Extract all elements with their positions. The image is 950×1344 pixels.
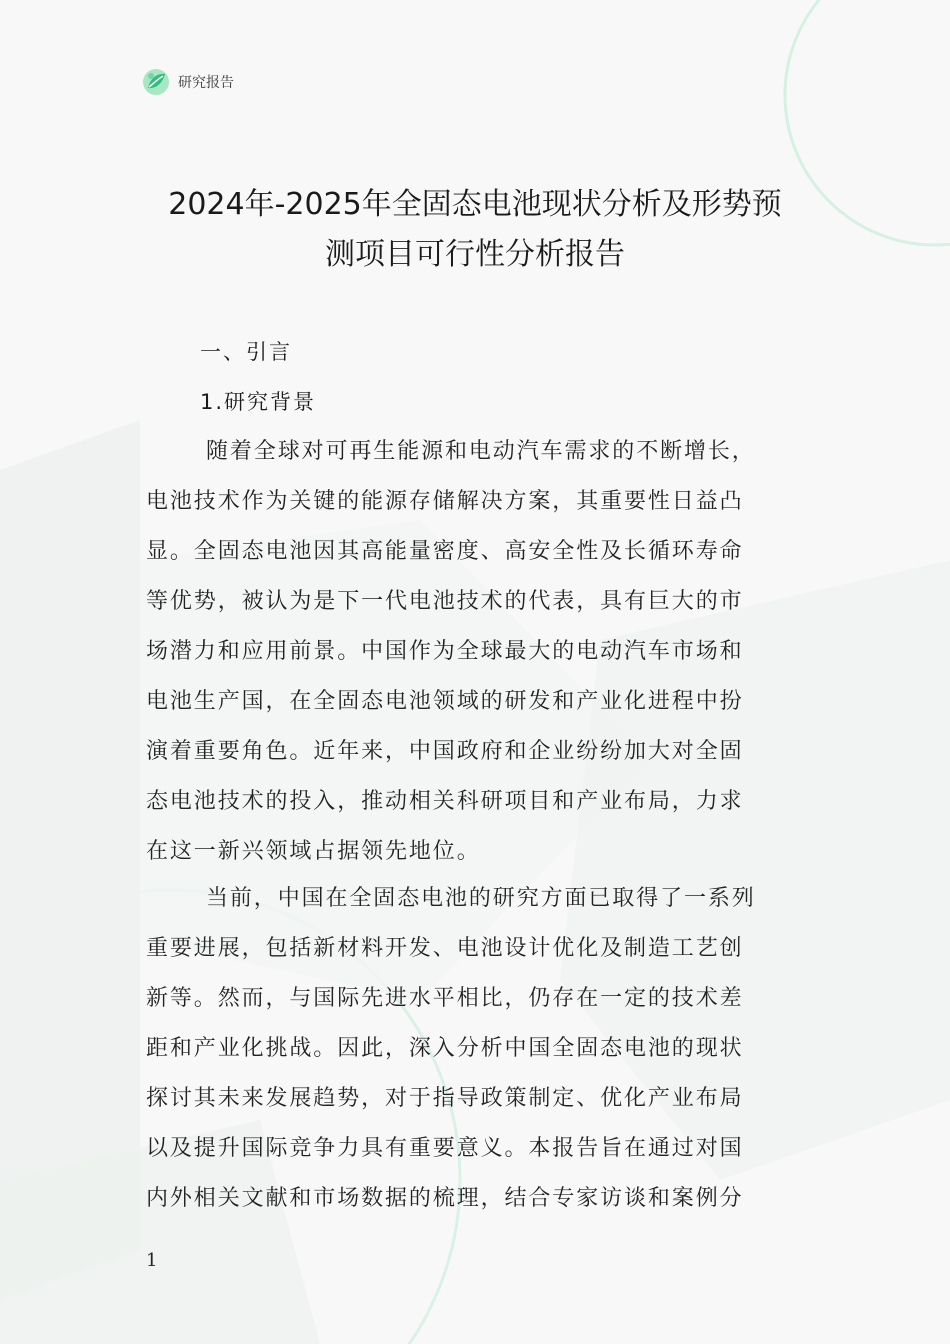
page-header	[142, 68, 234, 96]
section-heading: 一、引言	[200, 340, 292, 364]
document-title	[120, 180, 830, 280]
paragraph-line: 电池生产国，在全固态电池领域的研发和产业化进程中扮	[146, 689, 744, 714]
paragraph-line: 新等。然而，与国际先进水平相比，仍存在一定的技术差	[146, 986, 744, 1011]
paragraph-line: 随着全球对可再生能源和电动汽车需求的不断增长，	[206, 439, 756, 464]
title-line-1: 2024年-2025年全固态电池现状分析及形势预	[168, 187, 782, 222]
page-number: 1	[146, 1250, 158, 1271]
paragraph-line: 在这一新兴领域占据领先地位。	[146, 839, 481, 864]
paragraph-line: 电池技术作为关键的能源存储解决方案，其重要性日益凸	[146, 489, 744, 514]
paragraph-1	[146, 427, 810, 877]
header-brand-text: 研究报告	[178, 75, 234, 91]
paragraph-line: 显。全固态电池因其高能量密度、高安全性及长循环寿命	[146, 539, 744, 564]
title-line-2: 测项目可行性分析报告	[325, 237, 625, 272]
paragraph-2	[146, 874, 810, 1224]
paragraph-line: 演着重要角色。近年来，中国政府和企业纷纷加大对全固	[146, 739, 744, 764]
paragraph-line: 探讨其未来发展趋势，对于指导政策制定、优化产业布局	[146, 1086, 744, 1111]
paragraph-line: 距和产业化挑战。因此，深入分析中国全固态电池的现状	[146, 1036, 744, 1061]
paragraph-line: 态电池技术的投入，推动相关科研项目和产业布局，力求	[146, 789, 744, 814]
paragraph-line: 以及提升国际竞争力具有重要意义。本报告旨在通过对国	[146, 1136, 744, 1161]
paragraph-line: 等优势，被认为是下一代电池技术的代表，具有巨大的市	[146, 589, 744, 614]
paragraph-line: 内外相关文献和市场数据的梳理，结合专家访谈和案例分	[146, 1186, 744, 1211]
leaf-logo-icon	[142, 68, 170, 96]
paragraph-line: 场潜力和应用前景。中国作为全球最大的电动汽车市场和	[146, 639, 744, 664]
paragraph-line: 重要进展，包括新材料开发、电池设计优化及制造工艺创	[146, 936, 744, 961]
paragraph-line: 当前，中国在全固态电池的研究方面已取得了一系列	[206, 886, 756, 911]
subsection-heading: 1.研究背景	[200, 390, 317, 414]
